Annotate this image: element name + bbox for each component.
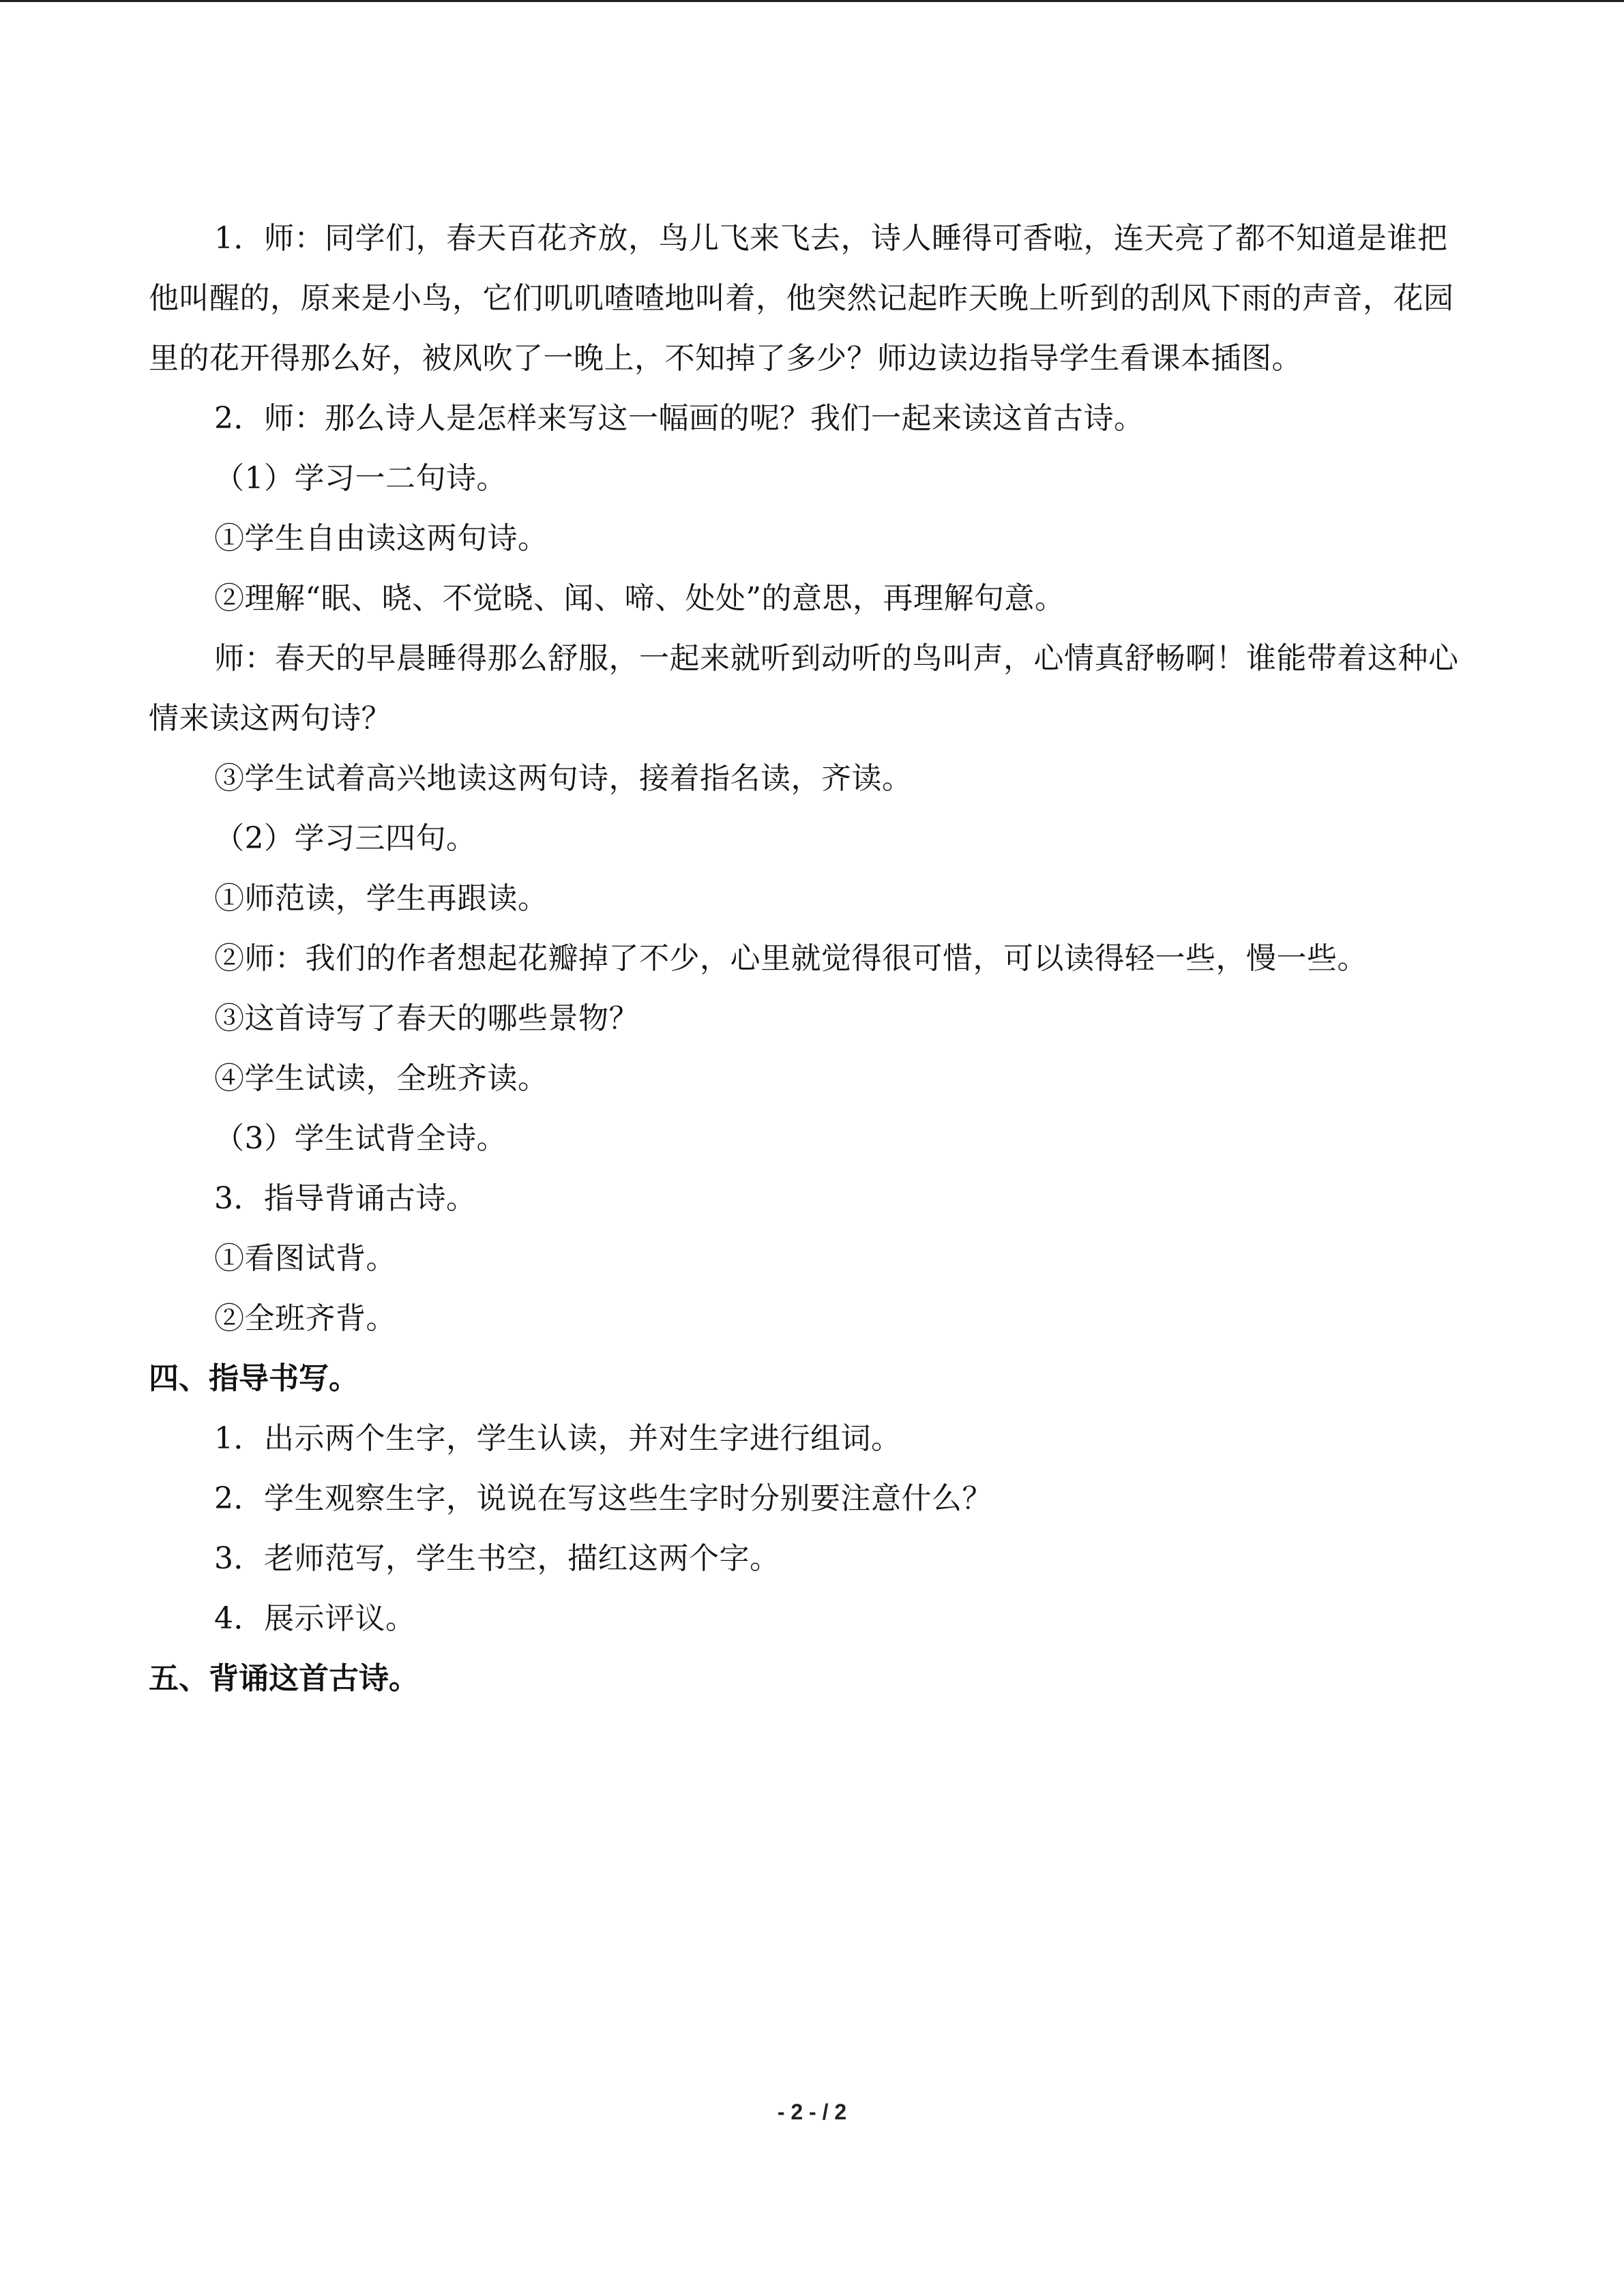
list-item: ①师范读，学生再跟读。: [214, 881, 548, 916]
page-number: - 2 - / 2: [777, 2100, 847, 2124]
list-item: 3．老师范写，学生书空，描红这两个字。: [214, 1541, 780, 1576]
list-item: 4．展示评议。: [214, 1601, 416, 1636]
list-item: ③这首诗写了春天的哪些景物？: [214, 1001, 639, 1036]
paragraph-teacher-question: 2．师：那么诗人是怎样来写这一幅画的呢？我们一起来读这首古诗。: [214, 401, 1145, 436]
list-item: ①学生自由读这两句诗。: [214, 521, 548, 556]
list-item: 2．学生观察生字，说说在写这些生字时分别要注意什么？: [214, 1481, 992, 1516]
list-item: ④学生试读，全班齐读。: [214, 1061, 548, 1096]
list-item: ②全班齐背。: [214, 1301, 396, 1336]
list-item: ①看图试背。: [214, 1241, 396, 1276]
subheading-lines-1-2: （1）学习一二句诗。: [214, 461, 507, 496]
section-five-heading: 五、背诵这首古诗。: [149, 1661, 419, 1696]
list-item: 1．出示两个生字，学生认读，并对生字进行组词。: [214, 1421, 902, 1456]
paragraph-teacher-mood: 师：春天的早晨睡得那么舒服，一起来就听到动听的鸟叫声，心情真舒畅啊！谁能带着这种心情来读这两句诗？: [149, 641, 1459, 736]
paragraph-teacher-intro: 1．师：同学们，春天百花齐放，鸟儿飞来飞去，诗人睡得可香啦，连天亮了都不知道是谁把他叫醒的，原来是小鸟，它们叽叽喳喳地叫着，他突然记起昨天晚上听到的刮风下雨的声音，花园里的花开得那么好，被风吹了一晚上，不知掉了多少？师边读边指导学生看课本插图。: [149, 221, 1454, 376]
list-item: ②师：我们的作者想起花瓣掉了不少，心里就觉得很可惜，可以读得轻一些，慢一些。: [214, 941, 1368, 976]
subheading-lines-3-4: （2）学习三四句。: [214, 821, 477, 856]
list-item: ②理解“眠、晓、不觉晓、闻、啼、处处”的意思，再理解句意。: [214, 581, 1065, 616]
list-item: ③学生试着高兴地读这两句诗，接着指名读，齐读。: [214, 761, 913, 796]
section-four-heading: 四、指导书写。: [149, 1361, 359, 1396]
document-body: [149, 209, 1475, 1709]
paragraph-guide-recite: 3．指导背诵古诗。: [214, 1181, 477, 1216]
subheading-recite: （3）学生试背全诗。: [214, 1121, 507, 1156]
